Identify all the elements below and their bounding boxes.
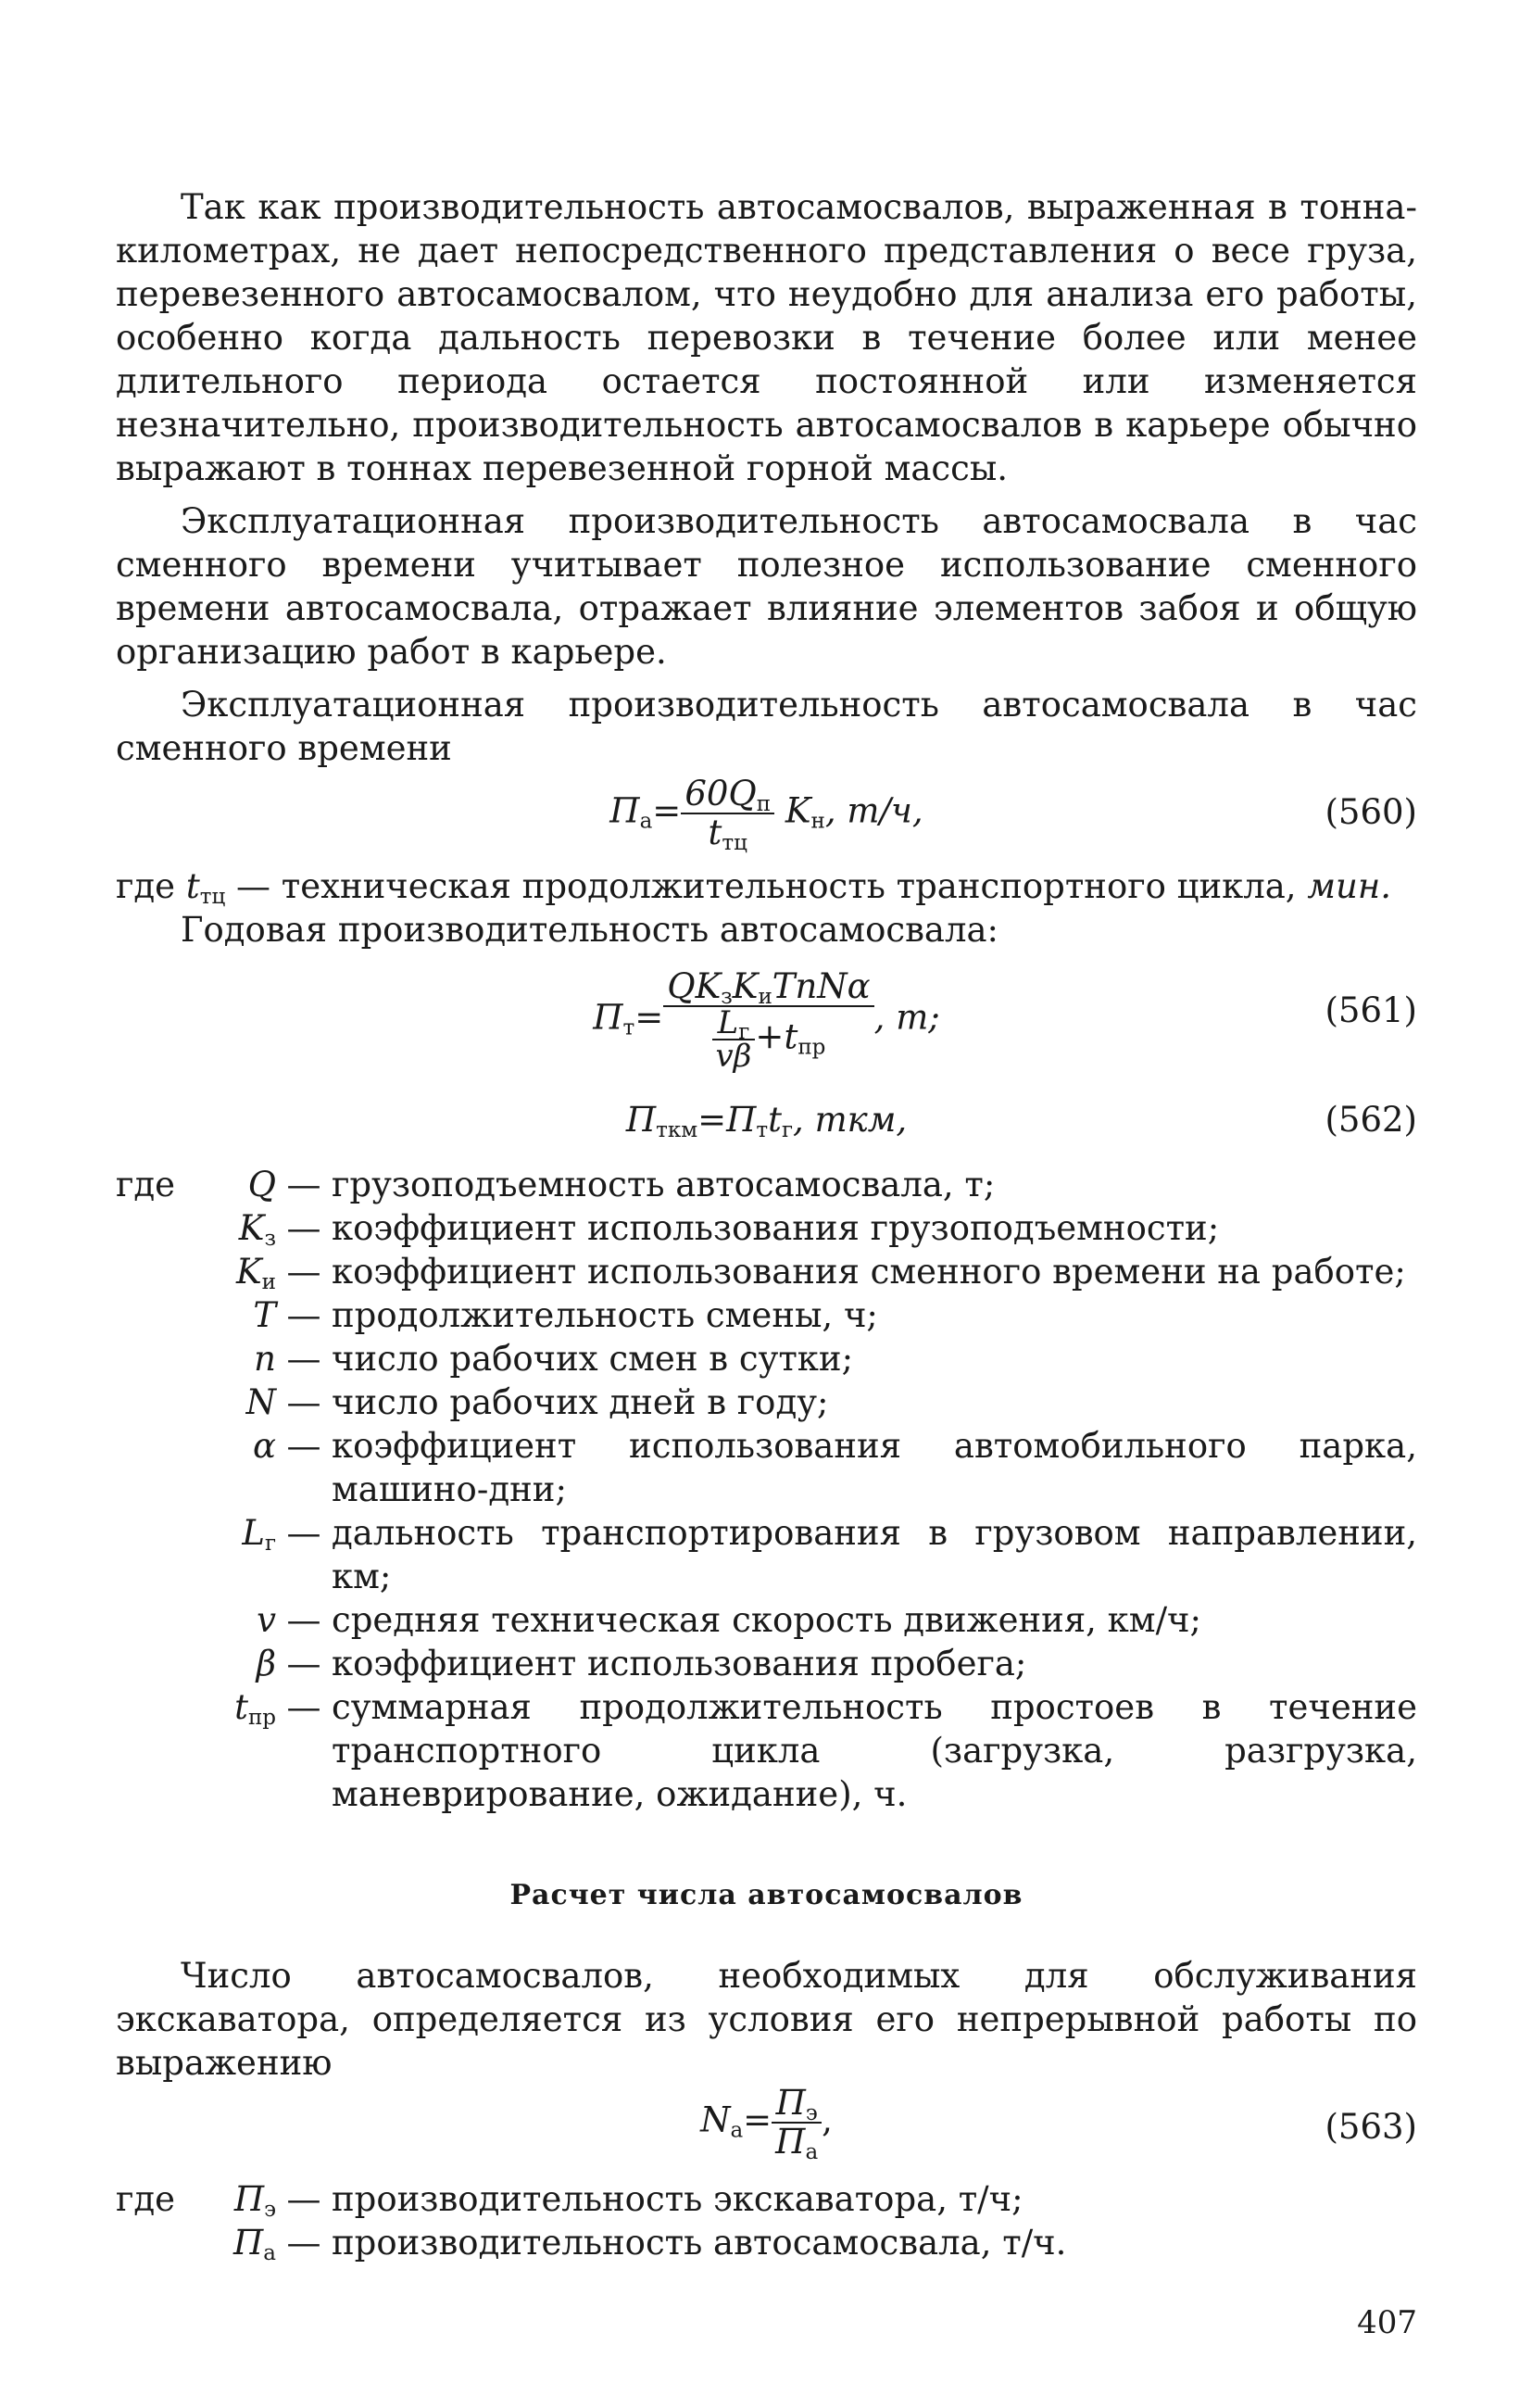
definition-text: число рабочих дней в году; <box>332 1382 829 1422</box>
definition-dash: — <box>286 1252 321 1292</box>
definition-dash: — <box>286 1513 321 1553</box>
definition-item <box>116 1163 1417 1206</box>
definition-item <box>116 2221 1417 2264</box>
definition-dash: — <box>286 1165 321 1204</box>
definition-item <box>116 1511 1417 1598</box>
definition-text: число рабочих смен в сутки; <box>332 1339 854 1379</box>
definition-symbol: $П_э$ <box>233 2179 276 2222</box>
paragraph-2: Эксплуатационная производительность автосамосвала в час сменного времени учитывает полезное использование сменного времени автосамосвала, отражает влияние элементов забоя и общую организацию работ в карьере. <box>116 501 1417 672</box>
equation-number: (562) <box>1325 1100 1417 1140</box>
equation-number: (560) <box>1325 792 1417 832</box>
equation-number: (561) <box>1325 990 1417 1030</box>
definition-dash: — <box>286 1600 321 1640</box>
definition-item <box>116 1381 1417 1424</box>
where-ttc: где $t_{тц}$ — техническая продолжительность транспортного цикла, мин. <box>116 866 1391 909</box>
definition-text: грузоподъемность автосамосвала, т; <box>332 1165 996 1204</box>
definition-text: коэффициент использования сменного времени на работе; <box>332 1252 1406 1292</box>
definition-item <box>116 1424 1417 1511</box>
definition-dash: — <box>286 2223 321 2263</box>
paragraph-3: Эксплуатационная производительность автосамосвала в час сменного времени <box>116 685 1417 768</box>
paragraph-4: Число автосамосвалов, необходимых для обслуживания экскаватора, определяется из условия его непрерывной работы по выражению <box>116 1956 1417 2083</box>
annual-text: Годовая производительность автосамосвала: <box>181 910 998 950</box>
definition-text: дальность транспортирования в грузовом направлении, км; <box>332 1513 1417 1596</box>
definition-dash: — <box>286 1382 321 1422</box>
definition-symbol: $K_и$ <box>236 1252 276 1294</box>
definition-item <box>116 1598 1417 1642</box>
formula-560: $П_а=$ $\frac{60Q_п}{t_{тц}}$ $K_н$, т/ч, (560) <box>609 774 1417 855</box>
definition-symbol: $L_г$ <box>242 1513 276 1556</box>
fraction: $\frac{60Q_п}{t_{тц}}$ <box>681 775 774 851</box>
definition-dash: — <box>286 1644 321 1683</box>
formula-562: $П_{ткм}=П_тt_г$, ткм, (562) <box>625 1100 1417 1142</box>
fraction: $QK_зK_иTnN\alpha$ $\frac{L_г}{v\beta}$ $+t_{пр}$ <box>663 968 873 1072</box>
definition-text: коэффициент использования автомобильного парка, машино-дни; <box>332 1426 1417 1509</box>
definitions-list <box>116 1163 1417 1816</box>
definition-dash: — <box>286 2179 321 2219</box>
definition-item <box>116 1293 1417 1337</box>
definition-dash: — <box>286 1339 321 1379</box>
definition-symbol: β <box>256 1644 276 1683</box>
definition-lead: где <box>116 1165 176 1204</box>
paragraph-1: Так как производительность автосамосвалов, выраженная в тонна-километрах, не дает непосредственного представления о весе груза, перевезенного автосамосвалом, что неудобно для анализа его работы, особенно когда дальность перевозки в течение более или менее длительного периода остается постоянной или изменяется незначительно, производительность автосамосвалов в карьере обычно выражают в тоннах перевезенной горной массы. <box>116 187 1417 488</box>
section-heading: Расчет числа автосамосвалов <box>509 1879 1023 1911</box>
definition-text: коэффициент использования грузоподъемности; <box>332 1208 1220 1248</box>
definition-text: производительность экскаватора, т/ч; <box>332 2179 1023 2219</box>
definition-symbol: T <box>253 1295 276 1335</box>
equation-number: (563) <box>1325 2107 1417 2147</box>
page-content <box>116 185 1417 2345</box>
definition-symbol: n <box>254 1339 276 1379</box>
definition-lead: где <box>116 2179 176 2219</box>
definition-text: продолжительность смены, ч; <box>332 1295 878 1335</box>
definition-dash: — <box>286 1208 321 1248</box>
definition-text: суммарная продолжительность простоев в течение транспортного цикла (загрузка, разгрузка, маневрирование, ожидание), ч. <box>332 1687 1417 1814</box>
definition-text: средняя техническая скорость движения, км/ч; <box>332 1600 1201 1640</box>
formula-561: $П_т=$ $QK_зK_иTnN\alpha$ $\frac{L_г}{v\beta}$ $+t_{пр}$ , т; (561) <box>593 966 1417 1075</box>
definition-item <box>116 1642 1417 1685</box>
definition-item <box>116 1337 1417 1381</box>
definition-symbol: Q <box>247 1165 276 1204</box>
definition-text: производительность автосамосвала, т/ч. <box>332 2223 1067 2263</box>
definition-item <box>116 1206 1417 1250</box>
definition-text: коэффициент использования пробега; <box>332 1644 1027 1683</box>
definition-symbol: N <box>245 1382 276 1422</box>
page-number: 407 <box>1357 2304 1417 2341</box>
formula-563: $N_а=$ $\frac{П_э}{П_а}$ , (563) <box>700 2083 1417 2164</box>
definition-symbol: v <box>257 1600 276 1640</box>
definition-symbol: $t_{пр}$ <box>234 1687 276 1730</box>
definition-item <box>116 2177 1417 2221</box>
definition-symbol: $K_з$ <box>238 1208 276 1251</box>
definition-symbol: α <box>253 1426 276 1466</box>
definition-dash: — <box>286 1687 321 1727</box>
definition-dash: — <box>286 1295 321 1335</box>
definition-item <box>116 1250 1417 1293</box>
inner-fraction: $\frac{L_г}{v\beta}$ <box>712 1007 756 1072</box>
definition-dash: — <box>286 1426 321 1466</box>
definition-item <box>116 1685 1417 1816</box>
fraction: $\frac{П_э}{П_а}$ <box>772 2085 822 2161</box>
definitions-list-2 <box>116 2177 1417 2264</box>
definition-symbol: $П_а$ <box>233 2223 276 2265</box>
